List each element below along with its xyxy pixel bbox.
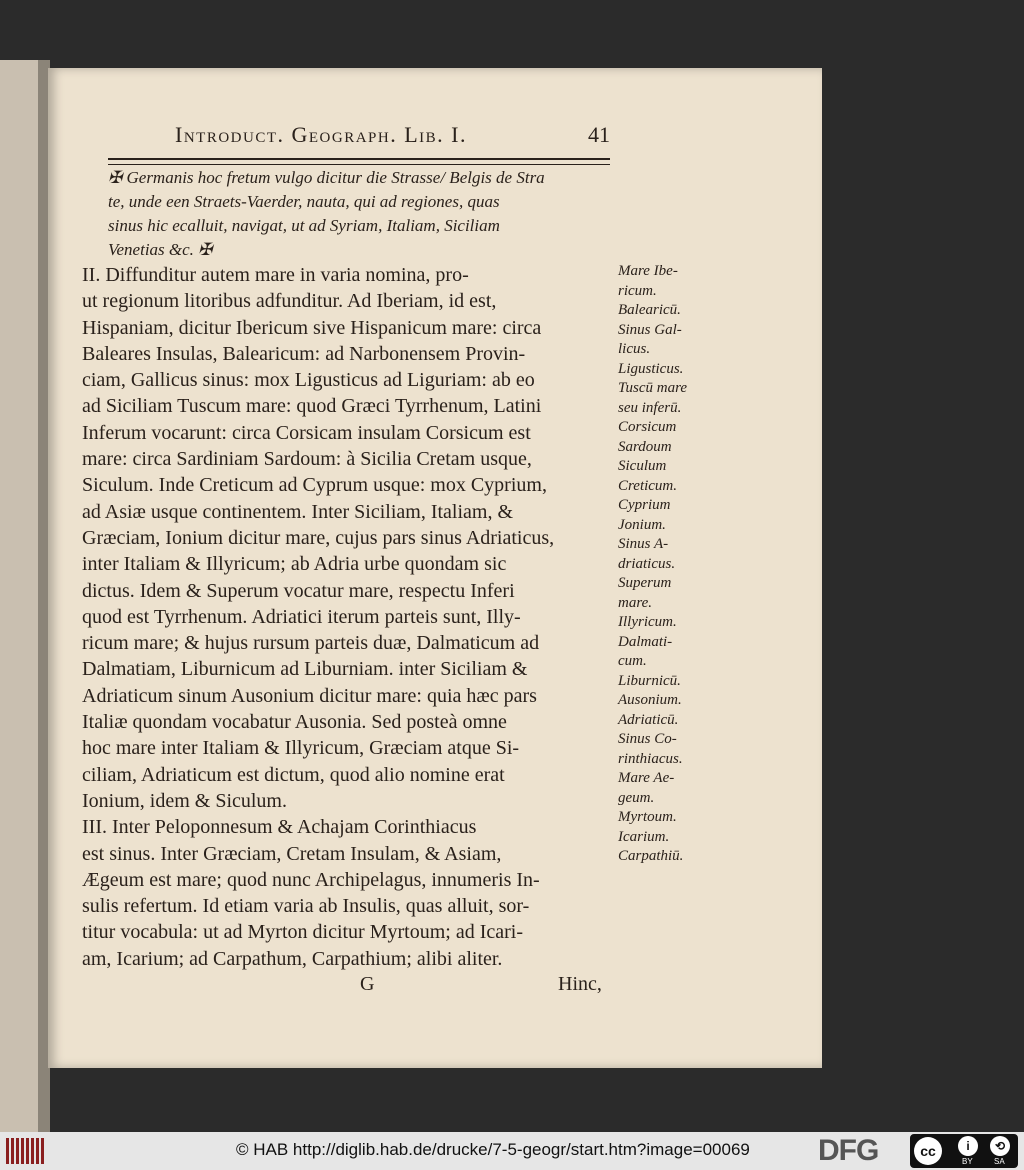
margin-note: licus.	[618, 341, 651, 357]
body-line: Siculum. Inde Creticum ad Cyprum usque: mox Cyprium,	[82, 474, 547, 497]
body-text	[82, 262, 612, 972]
attribution-icon: i	[958, 1136, 978, 1156]
body-line: ad Siciliam Tuscum mare: quod Græci Tyrrhenum, Latini	[82, 395, 542, 418]
body-line: Inferum vocarunt: circa Corsicam insulam Corsicum est	[82, 421, 531, 444]
body-line: titur vocabula: ut ad Myrton dicitur Myrtoum; ad Icari-	[82, 921, 523, 944]
margin-note: Mare Ae-	[618, 770, 675, 786]
body-line: Ionium, idem & Siculum.	[82, 789, 287, 812]
dfg-logo[interactable]: DFG	[818, 1134, 879, 1167]
margin-note: rinthiacus.	[618, 750, 683, 767]
margin-note: Carpathiū.	[618, 848, 684, 864]
margin-note: Ligusticus.	[618, 360, 684, 377]
margin-note: Superum	[618, 575, 672, 591]
margin-note: Jonium.	[618, 516, 666, 533]
catchword: Hinc,	[558, 973, 602, 995]
margin-note: ricum.	[618, 282, 657, 299]
body-line: Adriaticum sinum Ausonium dicitur mare: quia hæc pars	[82, 684, 537, 707]
creative-commons-badge[interactable]	[910, 1134, 1018, 1168]
body-line: quod est Tyrrhenum. Adriatici iterum parteis sunt, Illy-	[82, 605, 521, 628]
running-header: Introduct. Geograph. Lib. I.	[175, 122, 467, 147]
share-alike-icon: ⟲	[990, 1136, 1010, 1156]
cc-icon: cc	[914, 1137, 942, 1165]
body-line: Italiæ quondam vocabatur Ausonia. Sed posteà omne	[82, 711, 507, 734]
cc-sa-label: SA	[994, 1157, 1005, 1166]
margin-note: Ausonium.	[618, 692, 682, 708]
margin-note: driaticus.	[618, 555, 676, 572]
body-line: am, Icarium; ad Carpathum, Carpathium; alibi aliter.	[82, 947, 503, 970]
body-line: Dalmatiam, Liburnicum ad Liburniam. inter Siciliam &	[82, 658, 528, 681]
body-line: Ægeum est mare; quod nunc Archipelagus, innumeris In-	[82, 868, 540, 891]
header-rule	[108, 158, 610, 165]
note-line: te, unde een Straets-Vaerder, nauta, qui ad regiones, quas	[108, 192, 500, 211]
marginal-note-block	[108, 166, 638, 262]
barcode-icon	[6, 1138, 46, 1164]
cc-by-label: BY	[962, 1157, 973, 1166]
margin-note: Adriaticū.	[618, 711, 679, 728]
body-line: Baleares Insulas, Balearicum: ad Narbonensem Provin-	[82, 342, 526, 365]
margin-note: Siculum	[618, 458, 667, 474]
margin-note: Liburnicū.	[618, 672, 681, 689]
body-line: ad Asiæ usque continentem. Inter Siciliam, Italiam, &	[82, 500, 514, 523]
body-line: Hispaniam, dicitur Ibericum sive Hispanicum mare: circa	[82, 316, 542, 339]
margin-note: Sinus Co-	[618, 731, 677, 747]
page-number: 41	[588, 122, 610, 147]
margin-note: geum.	[618, 789, 655, 806]
body-line: II. Diffunditur autem mare in varia nomina, pro-	[82, 264, 469, 286]
body-line: ut regionum litoribus adfunditur. Ad Iberiam, id est,	[82, 290, 497, 313]
margin-note: Sinus A-	[618, 536, 669, 552]
note-line: ✠ Germanis hoc fretum vulgo dicitur die Strasse/ Belgis de Stra	[108, 168, 545, 187]
body-line: Græciam, Ionium dicitur mare, cujus pars sinus Adriaticus,	[82, 526, 555, 549]
margin-note: Sardoum	[618, 438, 672, 455]
body-line: hoc mare inter Italiam & Illyricum, Græciam atque Si-	[82, 737, 520, 760]
margin-note: Creticum.	[618, 477, 678, 494]
margin-note: mare.	[618, 594, 653, 611]
margin-note: Illyricum.	[618, 614, 677, 630]
margin-note: seu inferū.	[618, 399, 682, 416]
note-line: Venetias &c. ✠	[108, 240, 213, 259]
margin-note: Corsicum	[618, 419, 677, 435]
margin-note: Dalmati-	[618, 633, 673, 650]
body-line: inter Italiam & Illyricum; ab Adria urbe quondam sic	[82, 553, 507, 576]
margin-note: Cyprium	[618, 497, 671, 513]
note-line: sinus hic ecalluit, navigat, ut ad Syriam, Italiam, Siciliam	[108, 216, 500, 235]
margin-note: Mare Ibe-	[618, 263, 678, 279]
margin-note: cum.	[618, 653, 647, 669]
body-line: mare: circa Sardiniam Sardoum: à Sicilia Cretam usque,	[82, 448, 532, 471]
margin-note: Sinus Gal-	[618, 321, 682, 338]
body-line: III. Inter Peloponnesum & Achajam Corinthiacus	[82, 816, 477, 839]
body-line: ciliam, Adriaticum est dictum, quod alio nomine erat	[82, 763, 505, 786]
body-line: dictus. Idem & Superum vocatur mare, respectu Inferi	[82, 579, 515, 602]
margin-note: Balearicū.	[618, 302, 681, 318]
body-line: sulis refertum. Id etiam varia ab Insulis, quas alluit, sor-	[82, 895, 530, 918]
margin-note: Icarium.	[618, 828, 670, 845]
body-line: ricum mare; & hujus rursum parteis duæ, Dalmaticum ad	[82, 632, 540, 655]
body-line: ciam, Gallicus sinus: mox Ligusticus ad Liguriam: ab eo	[82, 369, 535, 392]
margin-notes	[618, 262, 718, 867]
left-book-edge	[0, 60, 50, 1140]
signature-mark: G	[360, 973, 375, 995]
copyright-link[interactable]: © HAB http://diglib.hab.de/drucke/7-5-geogr/start.htm?image=00069	[236, 1140, 750, 1159]
body-line: est sinus. Inter Græciam, Cretam Insulam, & Asiam,	[82, 842, 502, 865]
margin-note: Myrtoum.	[618, 809, 677, 825]
viewer-footer	[0, 1132, 1024, 1170]
margin-note: Tuscū mare	[618, 380, 688, 396]
